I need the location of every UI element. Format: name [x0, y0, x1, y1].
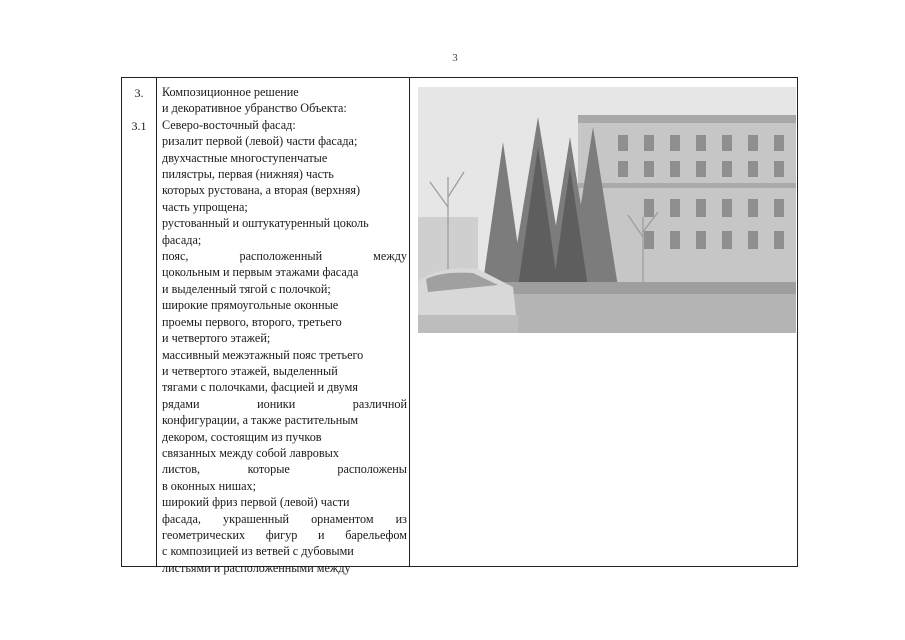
word: из	[395, 511, 407, 526]
section-title-line: Композиционное решение	[162, 85, 299, 99]
column-divider	[156, 78, 157, 566]
word: фасада,	[162, 511, 201, 526]
text-line: цокольным и первым этажами фасада	[162, 265, 359, 280]
text-line: связанных между собой лавровых	[162, 445, 339, 460]
text-line: которых рустована, а вторая (верхняя)	[162, 183, 361, 198]
word: фигур	[265, 527, 298, 542]
text-line: и четвертого этажей, выделенный	[162, 363, 338, 378]
text-line: массивный межэтажный пояс третьего	[162, 347, 364, 362]
word: расположенный	[239, 249, 323, 264]
word: украшенный	[222, 511, 290, 526]
facade-photo	[418, 87, 796, 333]
text-line: проемы первого, второго, третьего	[162, 314, 342, 329]
subsection-number: 3.1	[131, 119, 147, 133]
text-line: двухчастные многоступенчатые	[162, 150, 328, 165]
text-line-justified	[162, 461, 407, 477]
text-line: широкий фриз первой (левой) части	[162, 495, 350, 510]
column-divider	[409, 78, 410, 566]
word: барельефом	[345, 527, 407, 542]
subsection-heading: Северо-восточный фасад:	[162, 117, 296, 132]
text-line: пилястры, первая (нижняя) часть	[162, 167, 334, 182]
word: листов,	[162, 462, 201, 477]
page-number: 3	[452, 52, 458, 64]
text-line: конфигурации, а также растительным	[162, 413, 359, 428]
text-line: декором, состоящим из пучков	[162, 429, 322, 444]
word: которые	[247, 462, 290, 477]
text-line: тягами с полочками, фасцией и двумя	[162, 380, 358, 395]
description-text	[162, 84, 407, 576]
section-title-line: и декоративное убранство Объекта:	[162, 101, 347, 116]
text-line: и четвертого этажей;	[162, 331, 271, 346]
text-line-justified	[162, 396, 407, 412]
text-line: в оконных нишах;	[162, 478, 256, 493]
word: между	[373, 249, 407, 264]
word: различной	[352, 396, 407, 411]
word: рядами	[162, 396, 200, 411]
text-line: широкие прямоугольные оконные	[162, 298, 339, 313]
description-table	[121, 77, 798, 575]
text-line-justified	[162, 527, 407, 543]
text-line: часть упрощена;	[162, 199, 248, 214]
text-line: фасада;	[162, 232, 202, 247]
word: геометрических	[162, 527, 246, 542]
word: и	[318, 527, 325, 542]
word: ионики	[257, 396, 296, 411]
word: расположены	[337, 462, 407, 477]
text-line: листьями и расположенными между	[162, 560, 351, 575]
text-line: с композицией из ветвей с дубовыми	[162, 544, 354, 559]
text-line-justified	[162, 248, 407, 264]
text-line: ризалит первой (левой) части фасада;	[162, 134, 358, 149]
text-line: рустованный и оштукатуренный цоколь	[162, 216, 369, 231]
word: пояс,	[162, 249, 189, 264]
section-number: 3.	[134, 86, 144, 100]
text-line: и выделенный тягой с полочкой;	[162, 281, 331, 296]
text-line-justified	[162, 511, 407, 527]
word: орнаментом	[311, 511, 374, 526]
